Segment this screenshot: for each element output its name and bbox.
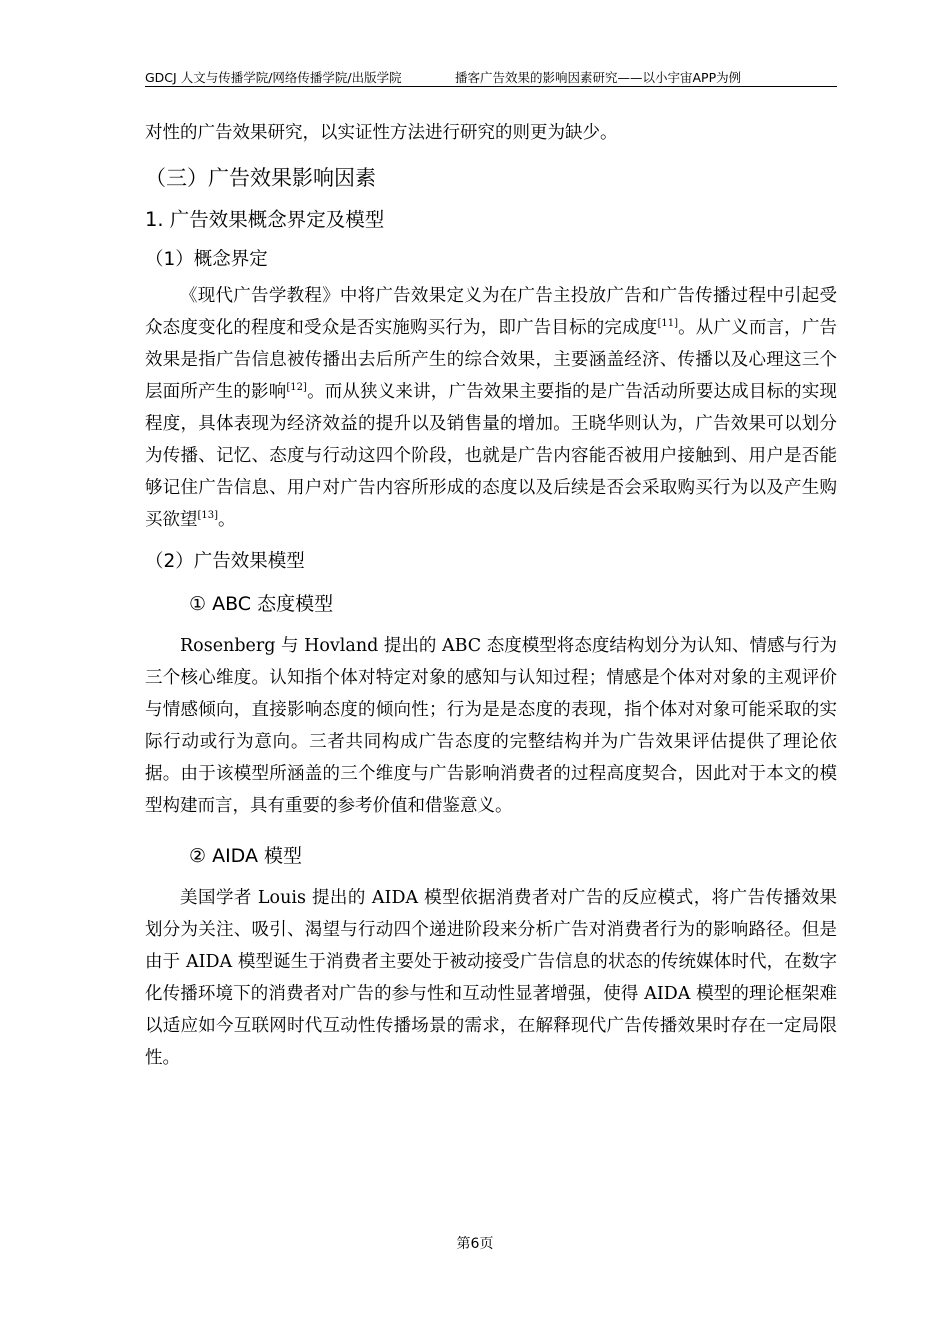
citation-12: [12] — [286, 382, 307, 393]
page-number: 第6页 — [456, 1236, 494, 1252]
paragraph-continuation: 对性的广告效果研究，以实证性方法进行研究的则更为缺少。 — [145, 123, 618, 143]
concept-text-2: 。从广义而言，广告效果是指广告信息被传播出去后所产生的综合效果，主要涵盖经济、传播以及心理这三个层面所产生的影响 — [145, 318, 838, 402]
page-body — [145, 117, 837, 1074]
subsection-heading: 1. 广告效果概念界定及模型 — [145, 208, 385, 231]
citation-11: [11] — [657, 318, 678, 329]
paragraph-abc-model: Rosenberg 与 Hovland 提出的 ABC 态度模型将态度结构划分为认知、情感与行为三个核心维度。认知指个体对特定对象的感知与认知过程；情感是个体对对象的主观评价与情感倾向，直接影响态度的倾向性；行为是是态度的表现，指个体对对象可能采取的实际行动或行为意向。三者共同构成广告态度的完整结构并为广告效果评估提供了理论依据。由于该模型所涵盖的三个维度与广告影响消费者的过程高度契合，因此对于本文的模型构建而言，具有重要的参考价值和借鉴意义。 — [145, 636, 837, 816]
citation-13: [13] — [197, 510, 219, 521]
header-thesis-title: 播客广告效果的影响因素研究——以小宇宙APP为例 — [455, 70, 742, 85]
section-heading: （三）广告效果影响因素 — [145, 166, 376, 190]
model-heading-abc: ① ABC 态度模型 — [189, 593, 334, 615]
concept-text-1: 《现代广告学教程》中将广告效果定义为在广告主投放广告和广告传播过程中引起受众态度变化的程度和受众是否实施购买行为，即广告目标的完成度 — [145, 286, 837, 338]
page-header — [145, 66, 837, 87]
header-institution: GDCJ 人文与传播学院/网络传播学院/出版学院 — [145, 70, 402, 85]
paragraph-concept-definition — [145, 280, 837, 536]
paragraph-aida-model: 美国学者 Louis 提出的 AIDA 模型依据消费者对广告的反应模式，将广告传播效果划分为关注、吸引、渴望与行动四个递进阶段来分析广告对消费者行为的影响路径。但是由于 AIDA 模型诞生于消费者主要处于被动接受广告信息的状态的传统媒体时代，在数字化传播环境下的消费者对广告的参与性和互动性显著增强，使得 AIDA 模型的理论框架难以适应如今互联网时代互动性传播场景的需求，在解释现代广告传播效果时存在一定局限性。 — [145, 888, 837, 1068]
subsubsection-heading-concept: （1）概念界定 — [145, 249, 268, 270]
concept-text-3: 。而从狭义来讲，广告效果主要指的是广告活动所要达成目标的实现程度，具体表现为经济效益的提升以及销售量的增加。王晓华则认为，广告效果可以划分为传播、记忆、态度与行动这四个阶段，也就是广告内容能否被用户接触到、用户是否能够记住广告信息、用户对广告内容所形成的态度以及后续是否会采取购买行为以及产生购买欲望 — [145, 382, 838, 530]
concept-text-4: 。 — [218, 510, 236, 530]
model-heading-aida: ② AIDA 模型 — [189, 845, 303, 867]
subsubsection-heading-models: （2）广告效果模型 — [145, 551, 305, 572]
